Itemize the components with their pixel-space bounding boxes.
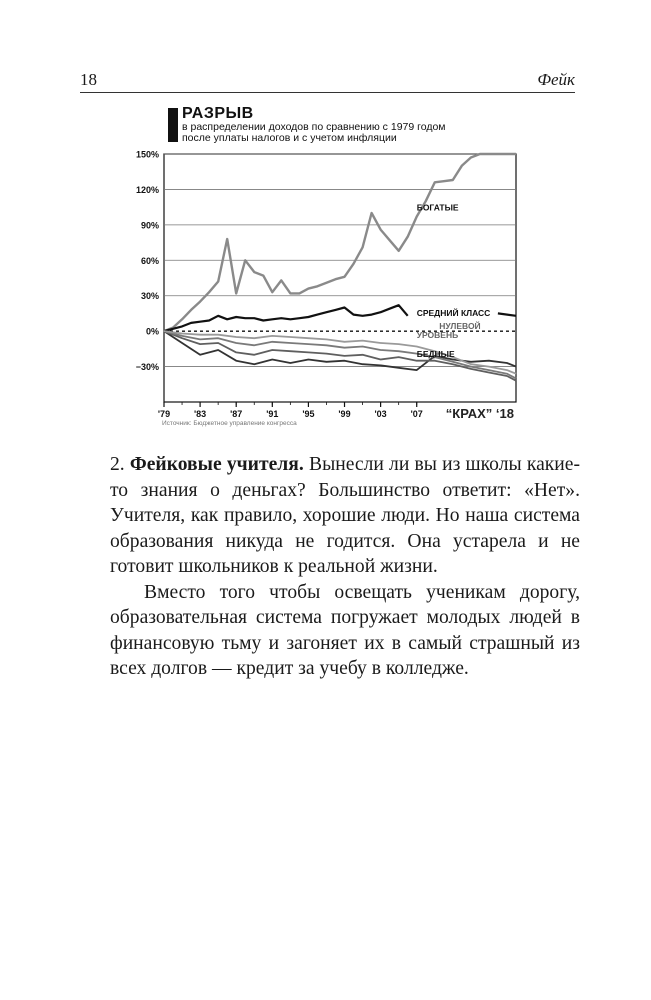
series-line <box>164 154 516 331</box>
chart-subtitle-line-1: в распределении доходов по сравнению с 1979 годом <box>182 121 446 133</box>
chart-title: РАЗРЫВ <box>182 105 254 122</box>
paragraph-2: Вместо того чтобы освещать ученикам дорогу, образовательная система погружает молодых людей в финансовую тьму и загоняет их в самый страшный из всех долгов — кредит за учебу в колледже. <box>110 581 580 679</box>
chart-subtitle-line-2: после уплаты налогов и с учетом инфляции <box>182 132 397 144</box>
y-tick-label: 30% <box>140 291 159 302</box>
y-tick-label: 120% <box>135 184 159 195</box>
page-header <box>80 70 575 93</box>
series-label: БОГАТЫЕ <box>416 202 459 213</box>
x-tick-label: '07 <box>410 409 423 419</box>
series-label: НУЛЕВОЙ <box>439 320 481 331</box>
x-tick-label: '99 <box>338 409 351 419</box>
x-tick-label: '91 <box>266 409 279 419</box>
y-tick-label: −30% <box>135 362 159 373</box>
y-tick-label: 0% <box>145 326 159 337</box>
y-tick-label: 90% <box>140 220 159 231</box>
paragraph-1-text: Вынесли ли вы из школы какие-то знания о деньгах? Большинство ответит: «Нет». Учителя, как правило, хорошие люди. Но наша система образования никуда не годится. Она устарела и не готовит школьников к реальной жизни. <box>110 454 580 577</box>
y-tick-label: 150% <box>135 149 159 160</box>
chart-watermark: “КРАХ” ‘18 <box>445 406 514 421</box>
x-tick-label: '03 <box>374 409 387 419</box>
chart-subtitle <box>182 122 522 144</box>
page-number: 18 <box>80 70 97 89</box>
series-line <box>498 313 516 315</box>
y-tick-label: 60% <box>140 255 159 266</box>
series-label: БЕДНЫЕ <box>416 349 455 360</box>
series-label: УРОВЕНЬ <box>416 330 459 341</box>
list-item-number: 2. <box>110 454 125 475</box>
chart-source: Источник: Бюджетное управление конгресса <box>162 420 297 427</box>
series-line <box>164 305 408 331</box>
x-tick-label: '87 <box>230 409 243 419</box>
chart-title-bar <box>168 108 178 142</box>
running-title: Фейк <box>537 70 575 89</box>
x-tick-label: '83 <box>194 409 207 419</box>
x-tick-label: '79 <box>157 409 171 419</box>
x-tick-label: '95 <box>302 409 315 419</box>
paragraph-1 <box>110 452 580 580</box>
list-item-title: Фейковые учителя. <box>129 454 304 475</box>
body-text <box>110 452 580 682</box>
income-gap-chart <box>128 102 528 432</box>
income-gap-figure <box>128 102 528 442</box>
series-label: СРЕДНИЙ КЛАСС <box>416 307 491 318</box>
